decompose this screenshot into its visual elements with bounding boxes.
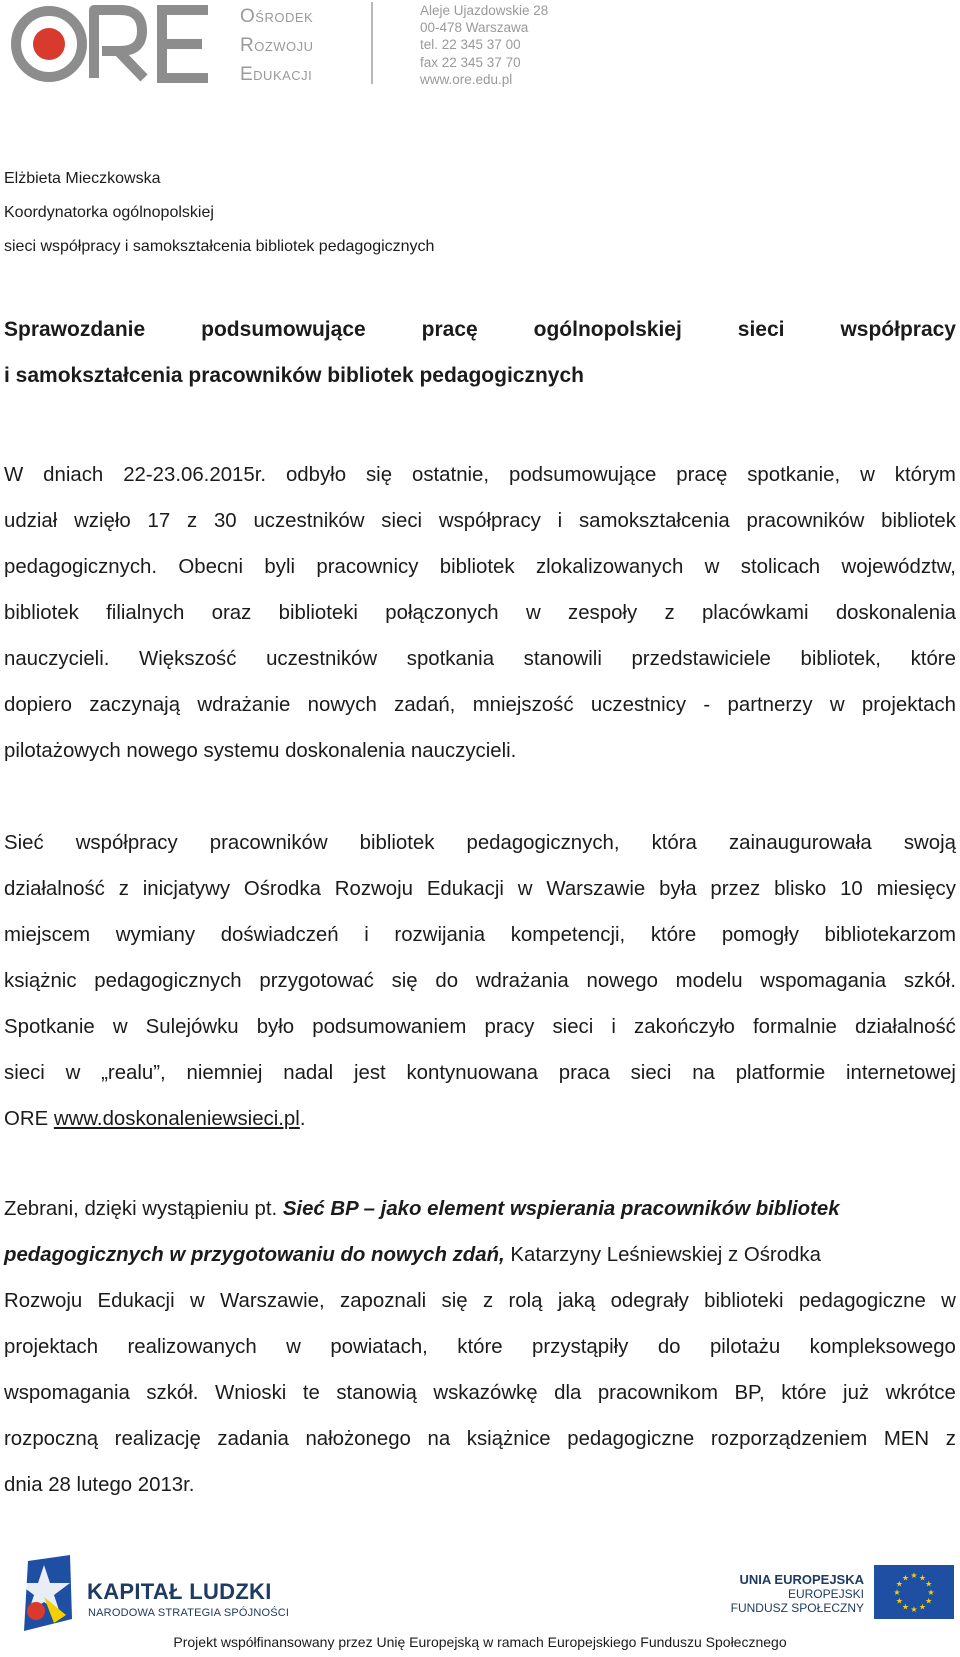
word: przedstawiciele — [631, 648, 771, 670]
word: W — [4, 464, 24, 486]
word: zapoznali — [340, 1290, 427, 1312]
word: realizowanych — [127, 1336, 257, 1358]
word: w — [704, 556, 720, 578]
paragraph-3 — [4, 1186, 956, 1508]
kapital-ludzki-logo — [14, 1553, 80, 1635]
word: w — [517, 878, 533, 900]
word: którym — [894, 464, 956, 486]
presentation-title: Sieć BP – jako element wspierania pracowników bibliotek — [282, 1198, 840, 1220]
word: MEN — [883, 1428, 930, 1450]
text-line — [4, 1096, 956, 1142]
text-line: dnia 28 lutego 2013r. — [4, 1474, 195, 1496]
eu-star-icon: ★ — [895, 1579, 903, 1589]
word: Rozwoju — [4, 1290, 83, 1312]
word: sieci — [630, 1062, 672, 1084]
website-line: www.ore.edu.pl — [420, 71, 513, 87]
word: już — [843, 1382, 870, 1404]
word: 22-23.06.2015r. — [123, 464, 267, 486]
ore-logo — [8, 2, 213, 86]
word: platformie — [735, 1062, 826, 1084]
eu-star-icon: ★ — [910, 1571, 918, 1580]
word: zakończyło — [634, 1016, 735, 1038]
word: pilotażu — [709, 1336, 781, 1358]
word: które — [457, 1336, 503, 1358]
word: w — [112, 1016, 128, 1038]
document-title — [4, 318, 956, 388]
word: było — [256, 1016, 295, 1038]
word: pedagogiczne — [567, 1428, 695, 1450]
word: do — [657, 1336, 681, 1358]
word: samokształcenia — [578, 510, 730, 532]
word: województw, — [841, 556, 956, 578]
text-fragment: . — [299, 1108, 306, 1130]
word: powiatach, — [330, 1336, 428, 1358]
word: podsumowujące — [509, 464, 657, 486]
word: przygotować — [259, 970, 374, 992]
word: niemniej — [186, 1062, 263, 1084]
word: się — [365, 464, 393, 486]
org-name-line: Rozwoju — [240, 35, 314, 56]
word: współpracy — [75, 832, 178, 854]
eu-star-icon: ★ — [910, 1605, 918, 1614]
word: byli — [264, 556, 296, 578]
word: dopiero — [4, 694, 73, 716]
org-name-line: Edukacji — [240, 64, 313, 85]
word: Ośrodka — [243, 878, 321, 900]
word: Sulejówku — [145, 1016, 239, 1038]
word: Edukacji — [426, 878, 504, 900]
word: w — [941, 1290, 956, 1312]
word: w — [286, 1336, 301, 1358]
word: zlokalizowanych — [535, 556, 684, 578]
word: Rozwoju — [334, 878, 413, 900]
word: przez — [710, 878, 761, 900]
word: szkół. — [903, 970, 956, 992]
eu-text-block — [731, 1573, 864, 1615]
eu-star-icon: ★ — [925, 1596, 933, 1606]
author-role: Koordynatorka ogólnopolskiej — [4, 204, 214, 221]
word: blisko — [774, 878, 827, 900]
word: przystąpiły — [532, 1336, 629, 1358]
word: z — [945, 1428, 956, 1450]
eu-flag-icon — [874, 1565, 954, 1619]
word: miejscem — [4, 924, 91, 946]
text-line — [4, 590, 956, 636]
word: pracy — [484, 1016, 535, 1038]
word: wskazówkę — [433, 1382, 538, 1404]
word: się — [441, 1290, 468, 1312]
word: Sieć — [4, 832, 44, 854]
text-line — [4, 1004, 956, 1050]
word: która — [651, 832, 697, 854]
text-line — [4, 1370, 956, 1416]
word: modelu — [675, 970, 743, 992]
text-line — [4, 820, 956, 866]
eu-star-icon: ★ — [893, 1588, 901, 1597]
text-line — [4, 544, 956, 590]
word: rolą — [508, 1290, 543, 1312]
word: „realu”, — [101, 1062, 166, 1084]
word: rozpoczną — [4, 1428, 99, 1450]
word: pracownicy — [316, 556, 419, 578]
word: 30 — [213, 510, 237, 532]
fax-line: fax 22 345 37 70 — [420, 54, 521, 70]
doskonaleniewsieci-link[interactable]: www.doskonaleniewsieci.pl — [53, 1108, 300, 1130]
word: pedagogiczne — [798, 1290, 926, 1312]
paragraph-2 — [4, 820, 956, 1142]
word: książnice — [466, 1428, 551, 1450]
word: nałożonego — [305, 1428, 411, 1450]
word: spotkanie, — [747, 464, 841, 486]
word: w — [189, 1290, 205, 1312]
text-line — [4, 498, 956, 544]
word: w — [860, 464, 875, 486]
word: rozporządzeniem — [710, 1428, 868, 1450]
eu-star-icon: ★ — [901, 1573, 910, 1583]
word: dla — [554, 1382, 582, 1404]
word: dniach — [43, 464, 104, 486]
text-line — [4, 636, 956, 682]
word: pedagogicznych, — [466, 832, 620, 854]
title-word: Sprawozdanie — [4, 318, 146, 341]
word: praca — [558, 1062, 610, 1084]
presentation-title: pedagogicznych w przygotowaniu do nowych zdań, — [4, 1244, 505, 1266]
word: na — [692, 1062, 715, 1084]
text-line — [4, 1416, 956, 1462]
word: jaką — [557, 1290, 596, 1312]
kapital-ludzki-subtitle: NARODOWA STRATEGIA SPÓJNOŚCI — [88, 1607, 290, 1619]
word: pomogły — [721, 924, 799, 946]
eu-star-icon: ★ — [918, 1573, 927, 1583]
text-line — [4, 1186, 956, 1232]
text-line — [4, 682, 956, 728]
text-line — [4, 452, 956, 498]
word: bibliotek — [4, 602, 79, 624]
word: nowych — [307, 694, 377, 716]
word: Spotkanie — [4, 1016, 95, 1038]
word: doskonalenia — [835, 602, 956, 624]
word: i — [611, 1016, 616, 1038]
eu-star-icon: ★ — [895, 1596, 903, 1606]
word: filialnych — [106, 602, 185, 624]
eu-line: UNIA EUROPEJSKA — [739, 1572, 864, 1587]
word: sieci — [381, 510, 423, 532]
word: Warszawie — [546, 878, 646, 900]
word: 10 — [840, 878, 863, 900]
word: - — [703, 694, 711, 716]
text-line — [4, 912, 956, 958]
word: pracę — [676, 464, 728, 486]
text-line: pilotażowych nowego systemu doskonalenia nauczycieli. — [4, 740, 517, 762]
word: szkół. — [146, 1382, 199, 1404]
text-line — [4, 1232, 956, 1278]
text-fragment: Zebrani, dzięki wystąpieniu pt. — [4, 1198, 283, 1220]
text-line — [4, 958, 956, 1004]
word: Większość — [139, 648, 237, 670]
word: Wnioski — [214, 1382, 287, 1404]
title-word: pracę — [421, 318, 478, 341]
org-name-line: Ośrodek — [240, 6, 314, 27]
word: projektach — [861, 694, 956, 716]
eu-star-icon: ★ — [918, 1602, 927, 1612]
word: realizację — [114, 1428, 201, 1450]
word: kontynuowana — [406, 1062, 538, 1084]
word: inicjatywy — [142, 878, 231, 900]
word: działalność — [855, 1016, 956, 1038]
word: wspomagania — [4, 1382, 130, 1404]
word: nauczycieli. — [4, 648, 110, 670]
word: wdrażania — [475, 970, 569, 992]
word: działalność — [4, 878, 105, 900]
text-line — [4, 1324, 956, 1370]
word: odegrały — [610, 1290, 689, 1312]
word: w — [65, 1062, 81, 1084]
title-word: ogólnopolskiej — [533, 318, 682, 341]
author-name: Elżbieta Mieczkowska — [4, 170, 161, 187]
word: Warszawie, — [220, 1290, 325, 1312]
word: pedagogicznych. — [4, 556, 158, 578]
cofinancing-note: Projekt współfinansowany przez Unię Europejską w ramach Europejskiego Funduszu Społecznego — [173, 1634, 787, 1650]
header-divider — [371, 2, 373, 84]
organization-name — [240, 2, 350, 89]
word: z — [482, 1290, 494, 1312]
word: które — [650, 924, 697, 946]
word: kompleksowego — [809, 1336, 956, 1358]
word: nowego — [586, 970, 658, 992]
word: uczestnicy — [590, 694, 687, 716]
word: zadania — [217, 1428, 289, 1450]
title-word: sieci — [737, 318, 785, 341]
word: miesięcy — [876, 878, 956, 900]
word: kompetencji, — [510, 924, 626, 946]
word: swoją — [903, 832, 956, 854]
word: książnic — [4, 970, 77, 992]
text-line — [4, 1050, 956, 1096]
word: udział — [4, 510, 58, 532]
letterhead — [0, 0, 960, 100]
word: bibliotek — [881, 510, 956, 532]
kapital-ludzki-title: KAPITAŁ LUDZKI — [87, 1579, 272, 1604]
word: rozwijania — [394, 924, 486, 946]
word: bibliotek — [439, 556, 515, 578]
word: sieci — [552, 1016, 594, 1038]
word: była — [659, 878, 697, 900]
word: zadań, — [394, 694, 456, 716]
word: biblioteki — [704, 1290, 784, 1312]
address-line: Aleje Ujazdowskie 28 — [420, 3, 549, 18]
word: połączonych — [385, 602, 499, 624]
word: pracowników — [746, 510, 865, 532]
word: wspomagania — [760, 970, 887, 992]
word: te — [302, 1382, 320, 1404]
word: 17 — [147, 510, 171, 532]
word: pracowników — [209, 832, 328, 854]
word: biblioteki — [278, 602, 358, 624]
word: które — [910, 648, 956, 670]
author-role-cont: sieci współpracy i samokształcenia bibliotek pedagogicznych — [4, 238, 435, 255]
word: w — [829, 694, 845, 716]
word: wymiany — [115, 924, 196, 946]
word: projektach — [4, 1336, 99, 1358]
eu-line: FUNDUSZ SPOŁECZNY — [730, 1601, 864, 1615]
title-word: współpracy — [840, 318, 956, 341]
word: bibliotekarzom — [824, 924, 956, 946]
word: stanowią — [336, 1382, 417, 1404]
word: sieci — [4, 1062, 45, 1084]
word: z — [118, 878, 129, 900]
word: wzięło — [74, 510, 131, 532]
word: Edukacji — [97, 1290, 175, 1312]
eu-star-icon: ★ — [901, 1602, 910, 1612]
word: jest — [353, 1062, 386, 1084]
word: do — [435, 970, 459, 992]
title-line-2: i samokształcenia pracowników bibliotek pedagogicznych — [4, 364, 584, 387]
word: podsumowaniem — [312, 1016, 467, 1038]
word: bibliotek, — [800, 648, 881, 670]
word: i — [557, 510, 563, 532]
word: z — [186, 510, 198, 532]
word: partnerzy — [727, 694, 813, 716]
word: wkrótce — [885, 1382, 956, 1404]
word: ostatnie, — [411, 464, 490, 486]
word: współpracy — [438, 510, 541, 532]
word: pracownikom — [597, 1382, 718, 1404]
title-line-1 — [4, 318, 956, 364]
text-line — [4, 866, 956, 912]
word: i — [364, 924, 369, 946]
word: bibliotek — [359, 832, 435, 854]
text-fragment: ORE — [4, 1108, 54, 1130]
word: uczestników — [266, 648, 378, 670]
word: stanowili — [523, 648, 602, 670]
text-line — [4, 1278, 956, 1324]
word: które — [781, 1382, 827, 1404]
word: oraz — [211, 602, 252, 624]
word: zaczynają — [89, 694, 181, 716]
word: nadal — [283, 1062, 334, 1084]
word: Obecni — [178, 556, 244, 578]
address-line: 00-478 Warszawa — [420, 20, 529, 36]
word: mniejszość — [472, 694, 574, 716]
word: pedagogicznych — [94, 970, 242, 992]
eu-star-icon: ★ — [927, 1588, 935, 1597]
paragraph-1 — [4, 452, 956, 774]
word: stolicach — [740, 556, 821, 578]
footer — [0, 1545, 960, 1657]
word: formalnie — [753, 1016, 837, 1038]
word: BP, — [734, 1382, 765, 1404]
title-word: podsumowujące — [201, 318, 366, 341]
word: zespoły — [568, 602, 638, 624]
word: z — [664, 602, 675, 624]
phone-line: tel. 22 345 37 00 — [420, 37, 521, 53]
word: wdrażanie — [197, 694, 291, 716]
word: placówkami — [701, 602, 809, 624]
word: w — [525, 602, 541, 624]
word: uczestników — [253, 510, 365, 532]
text-fragment: Katarzyny Leśniewskiej z Ośrodka — [504, 1244, 821, 1266]
eu-star-icon: ★ — [925, 1579, 933, 1589]
word: się — [391, 970, 418, 992]
word: spotkania — [406, 648, 495, 670]
word: na — [427, 1428, 451, 1450]
word: doświadczeń — [220, 924, 339, 946]
eu-line: EUROPEJSKI — [787, 1587, 864, 1601]
word: zainaugurowała — [728, 832, 872, 854]
word: odbyło — [285, 464, 347, 486]
address-block — [420, 2, 548, 88]
word: internetowej — [846, 1062, 956, 1084]
author-block — [4, 170, 434, 264]
